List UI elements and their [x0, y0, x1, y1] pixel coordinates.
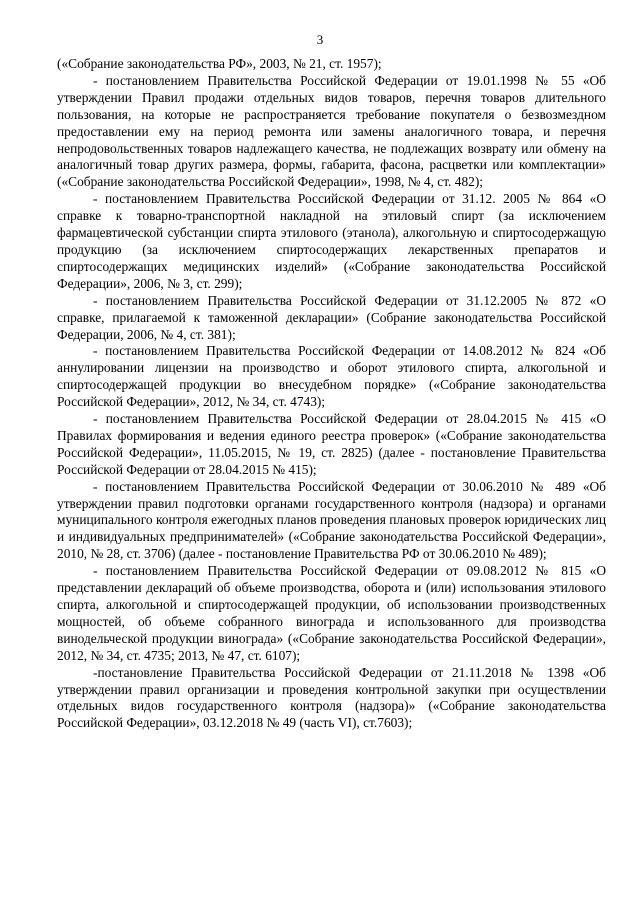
- page-number: 3: [316, 32, 324, 47]
- paragraph: - постановлением Правительства Российской Федерации от 31.12. 2005 № 864 «О справке к товарно-транспортной накладной на этиловый спирт (за исключением фармацевтической субстанции спирта этилового (этанола), алкогольную и спиртосодержащую продукцию (за исключением спиртосодержащих лекарственных препаратов и спиртосодержащих медицинских изделий» («Собрание законодательства Российской Федерации», 2006, № 3, ст. 299);: [57, 191, 606, 291]
- paragraph: - постановлением Правительства Российской Федерации от 19.01.1998 № 55 «Об утверждении Правил продажи отдельных видов товаров, перечня товаров длительного пользования, на которые не распространяется требование покупателя о безвозмездном предоставлении ему на период ремонта или замены аналогичного товара, и перечня непродовольственных товаров надлежащего качества, не подлежащих возврату или обмену на аналогичный товар других размера, формы, габарита, фасона, расцветки или комплектации» («Собрание законодательства Российской Федерации», 1998, № 4, ст. 482);: [57, 72, 606, 190]
- paragraph: -постановление Правительства Российской Федерации от 21.11.2018 № 1398 «Об утверждении правил организации и проведения контрольной закупки при осуществлении отдельных видов государственного контроля (надзора)» («Собрание законодательства Российской Федерации», 03.12.2018 № 49 (часть VI), ст.7603);: [57, 664, 606, 731]
- document-body: [57, 56, 606, 732]
- paragraph: - постановлением Правительства Российской Федерации от 09.08.2012 № 815 «О представлении деклараций об объеме производства, оборота и (или) использования этилового спирта, алкогольной и спиртосодержащей продукции, об использовании производственных мощностей, об объеме собранного винограда и использованного для производства винодельческой продукции винограда» («Собрание законодательства Российской Федерации», 2012, № 34, ст. 4735; 2013, № 47, ст. 6107);: [57, 563, 606, 663]
- paragraph: - постановлением Правительства Российской Федерации от 28.04.2015 № 415 «О Правилах формирования и ведения единого реестра проверок» («Собрание законодательства Российской Федерации», 11.05.2015, № 19, ст. 2825) (далее - постановление Правительства Российской Федерации от 28.04.2015 № 415);: [57, 411, 606, 477]
- paragraph: («Собрание законодательства РФ», 2003, № 21, ст. 1957);: [57, 56, 382, 71]
- paragraph: - постановлением Правительства Российской Федерации от 31.12.2005 № 872 «О справке, прилагаемой к таможенной декларации» (Собрание законодательства Российской Федерации, 2006, № 4, ст. 381);: [57, 292, 606, 342]
- paragraph: - постановлением Правительства Российской Федерации от 14.08.2012 № 824 «Об аннулировании лицензии на производство и оборот этилового спирта, алкогольной и спиртосодержащей продукции во внесудебном порядке» («Собрание законодательства Российской Федерации», 2012, № 34, ст. 4743);: [57, 343, 606, 410]
- paragraph: - постановлением Правительства Российской Федерации от 30.06.2010 № 489 «Об утверждении правил подготовки органами государственного контроля (надзора) и органами муниципального контроля ежегодных планов проведения плановых проверок юридических лиц и индивидуальных предпринимателей» («Собрание законодательства Российской Федерации», 2010, № 28, ст. 3706) (далее - постановление Правительства РФ от 30.06.2010 № 489);: [57, 478, 606, 562]
